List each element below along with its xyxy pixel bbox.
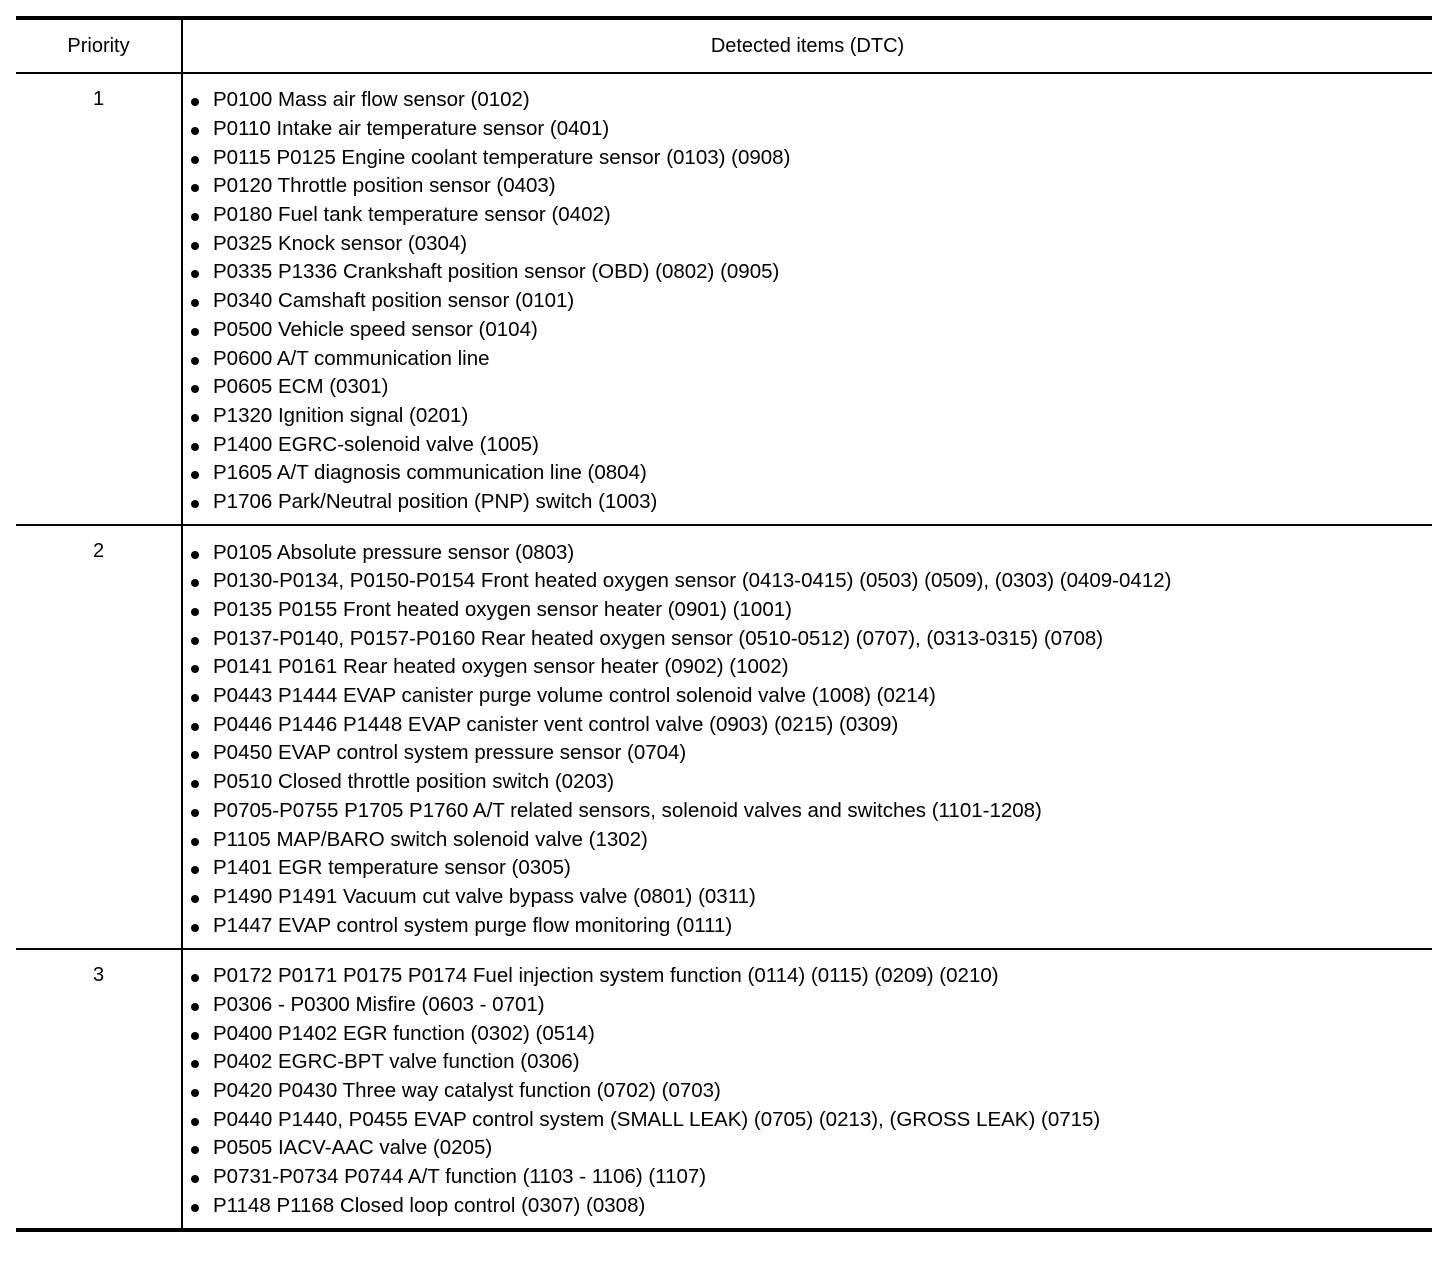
bullet-icon [191,1060,199,1068]
dtc-list-item [191,316,1432,345]
dtc-item-text: P0135 P0155 Front heated oxygen sensor heater (0901) (1001) [213,598,792,622]
dtc-list-item [191,883,1432,912]
dtc-list-item [191,1048,1432,1077]
dtc-list-item [191,1191,1432,1220]
dtc-list-item [191,911,1432,940]
dtc-item-text: P0400 P1402 EGR function (0302) (0514) [213,1021,595,1045]
priority-value: 2 [16,526,183,948]
dtc-item-text: P1400 EGRC-solenoid valve (1005) [213,432,539,456]
bullet-icon [191,127,199,135]
bullet-icon [191,328,199,336]
bullet-icon [191,385,199,393]
dtc-list-item [191,287,1432,316]
dtc-list-item [191,710,1432,739]
dtc-list-item [191,172,1432,201]
priority-column-header: Priority [16,20,183,72]
dtc-item-text: P0705-P0755 P1705 P1760 A/T related sensors, solenoid valves and switches (1101-1208) [213,798,1042,822]
dtc-list-item [191,768,1432,797]
dtc-list-item [191,653,1432,682]
priority-group-row [16,950,1432,1228]
dtc-item-text: P0443 P1444 EVAP canister purge volume control solenoid valve (1008) (0214) [213,684,936,708]
bullet-icon [191,866,199,874]
dtc-list-item [191,624,1432,653]
dtc-item-text: P0130-P0134, P0150-P0154 Front heated oxygen sensor (0413-0415) (0503) (0509), (0303) (0409-0412) [213,569,1172,593]
bullet-icon [191,974,199,982]
bullet-icon [191,357,199,365]
dtc-item-text: P0172 P0171 P0175 P0174 Fuel injection system function (0114) (0115) (0209) (0210) [213,964,999,988]
dtc-list-item [191,538,1432,567]
dtc-list-item [191,991,1432,1020]
table-header-row [16,20,1432,74]
dtc-item-text: P0110 Intake air temperature sensor (0401) [213,117,610,141]
priority-group-row [16,74,1432,526]
bullet-icon [191,780,199,788]
bullet-icon [191,471,199,479]
dtc-list-item [191,1134,1432,1163]
bullet-icon [191,579,199,587]
dtc-list-item [191,430,1432,459]
dtc-list-item [191,201,1432,230]
bullet-icon [191,924,199,932]
bullet-icon [191,1204,199,1212]
dtc-item-text: P1401 EGR temperature sensor (0305) [213,856,571,880]
dtc-item-text: P0340 Camshaft position sensor (0101) [213,289,575,313]
priority-value: 3 [16,950,183,1228]
dtc-list-item [191,373,1432,402]
detected-items-column-header: Detected items (DTC) [710,35,905,57]
dtc-item-text: P0105 Absolute pressure sensor (0803) [213,540,575,564]
priority-group-row [16,526,1432,950]
dtc-item-text: P1490 P1491 Vacuum cut valve bypass valve (0801) (0311) [213,884,756,908]
bullet-icon [191,1118,199,1126]
dtc-list-item [191,825,1432,854]
bullet-icon [191,242,199,250]
dtc-list-item [191,682,1432,711]
dtc-item-text: P0440 P1440, P0455 EVAP control system (SMALL LEAK) (0705) (0213), (GROSS LEAK) (0715) [213,1107,1101,1131]
dtc-item-text: P0335 P1336 Crankshaft position sensor (OBD) (0802) (0905) [213,260,780,284]
bullet-icon [191,665,199,673]
dtc-list-item [191,402,1432,431]
bullet-icon [191,414,199,422]
bullet-icon [191,838,199,846]
bullet-icon [191,1146,199,1154]
bullet-icon [191,500,199,508]
bullet-icon [191,184,199,192]
dtc-item-text: P1605 A/T diagnosis communication line (0804) [213,461,647,485]
bullet-icon [191,723,199,731]
dtc-item-text: P0402 EGRC-BPT valve function (0306) [213,1050,580,1074]
bullet-icon [191,156,199,164]
dtc-item-text: P0115 P0125 Engine coolant temperature sensor (0103) (0908) [213,145,791,169]
dtc-item-text: P0137-P0140, P0157-P0160 Rear heated oxygen sensor (0510-0512) (0707), (0313-0315) (0708) [213,626,1104,650]
bullet-icon [191,1032,199,1040]
dtc-list-item [191,1077,1432,1106]
dtc-item-text: P1320 Ignition signal (0201) [213,403,469,427]
dtc-item-text: P0120 Throttle position sensor (0403) [213,174,556,198]
priority-value: 1 [16,74,183,524]
dtc-item-text: P1105 MAP/BARO switch solenoid valve (1302) [213,827,648,851]
dtc-item-text: P1148 P1168 Closed loop control (0307) (0308) [213,1193,646,1217]
dtc-item-list [183,950,1432,1228]
dtc-item-text: P0141 P0161 Rear heated oxygen sensor heater (0902) (1002) [213,655,789,679]
dtc-item-list [183,74,1432,524]
bullet-icon [191,299,199,307]
dtc-list-item [191,229,1432,258]
dtc-list-item [191,1019,1432,1048]
dtc-list-item [191,459,1432,488]
dtc-item-list [183,526,1432,948]
dtc-list-item [191,739,1432,768]
dtc-item-text: P0420 P0430 Three way catalyst function (0702) (0703) [213,1079,721,1103]
dtc-item-text: P0510 Closed throttle position switch (0203) [213,770,615,794]
dtc-list-item [191,797,1432,826]
bullet-icon [191,809,199,817]
dtc-list-item [191,1163,1432,1192]
dtc-list-item [191,344,1432,373]
bullet-icon [191,213,199,221]
dtc-list-item [191,258,1432,287]
dtc-list-item [191,567,1432,596]
dtc-item-text: P0505 IACV-AAC valve (0205) [213,1136,493,1160]
bullet-icon [191,895,199,903]
dtc-list-item [191,854,1432,883]
bullet-icon [191,608,199,616]
dtc-list-item [191,596,1432,625]
dtc-list-item [191,1105,1432,1134]
dtc-list-item [191,115,1432,144]
bullet-icon [191,551,199,559]
table-body [16,74,1432,1228]
dtc-item-text: P0500 Vehicle speed sensor (0104) [213,317,538,341]
dtc-list-item [191,488,1432,517]
dtc-item-text: P0731-P0734 P0744 A/T function (1103 - 1106) (1107) [213,1165,707,1189]
bullet-icon [191,1175,199,1183]
dtc-list-item [191,86,1432,115]
bullet-icon [191,637,199,645]
dtc-item-text: P0306 - P0300 Misfire (0603 - 0701) [213,992,545,1016]
dtc-item-text: P0100 Mass air flow sensor (0102) [213,88,530,112]
bullet-icon [191,751,199,759]
bullet-icon [191,443,199,451]
bullet-icon [191,1003,199,1011]
bullet-icon [191,98,199,106]
dtc-item-text: P0325 Knock sensor (0304) [213,231,468,255]
dtc-item-text: P0600 A/T communication line [213,346,490,370]
dtc-item-text: P0605 ECM (0301) [213,375,389,399]
bullet-icon [191,1089,199,1097]
dtc-list-item [191,143,1432,172]
dtc-item-text: P1706 Park/Neutral position (PNP) switch (1003) [213,489,658,513]
dtc-priority-table [16,16,1432,1232]
bullet-icon [191,694,199,702]
dtc-item-text: P0450 EVAP control system pressure sensor (0704) [213,741,687,765]
dtc-item-text: P0180 Fuel tank temperature sensor (0402) [213,203,611,227]
bullet-icon [191,270,199,278]
dtc-list-item [191,962,1432,991]
dtc-item-text: P1447 EVAP control system purge flow monitoring (0111) [213,913,733,937]
dtc-item-text: P0446 P1446 P1448 EVAP canister vent control valve (0903) (0215) (0309) [213,712,899,736]
